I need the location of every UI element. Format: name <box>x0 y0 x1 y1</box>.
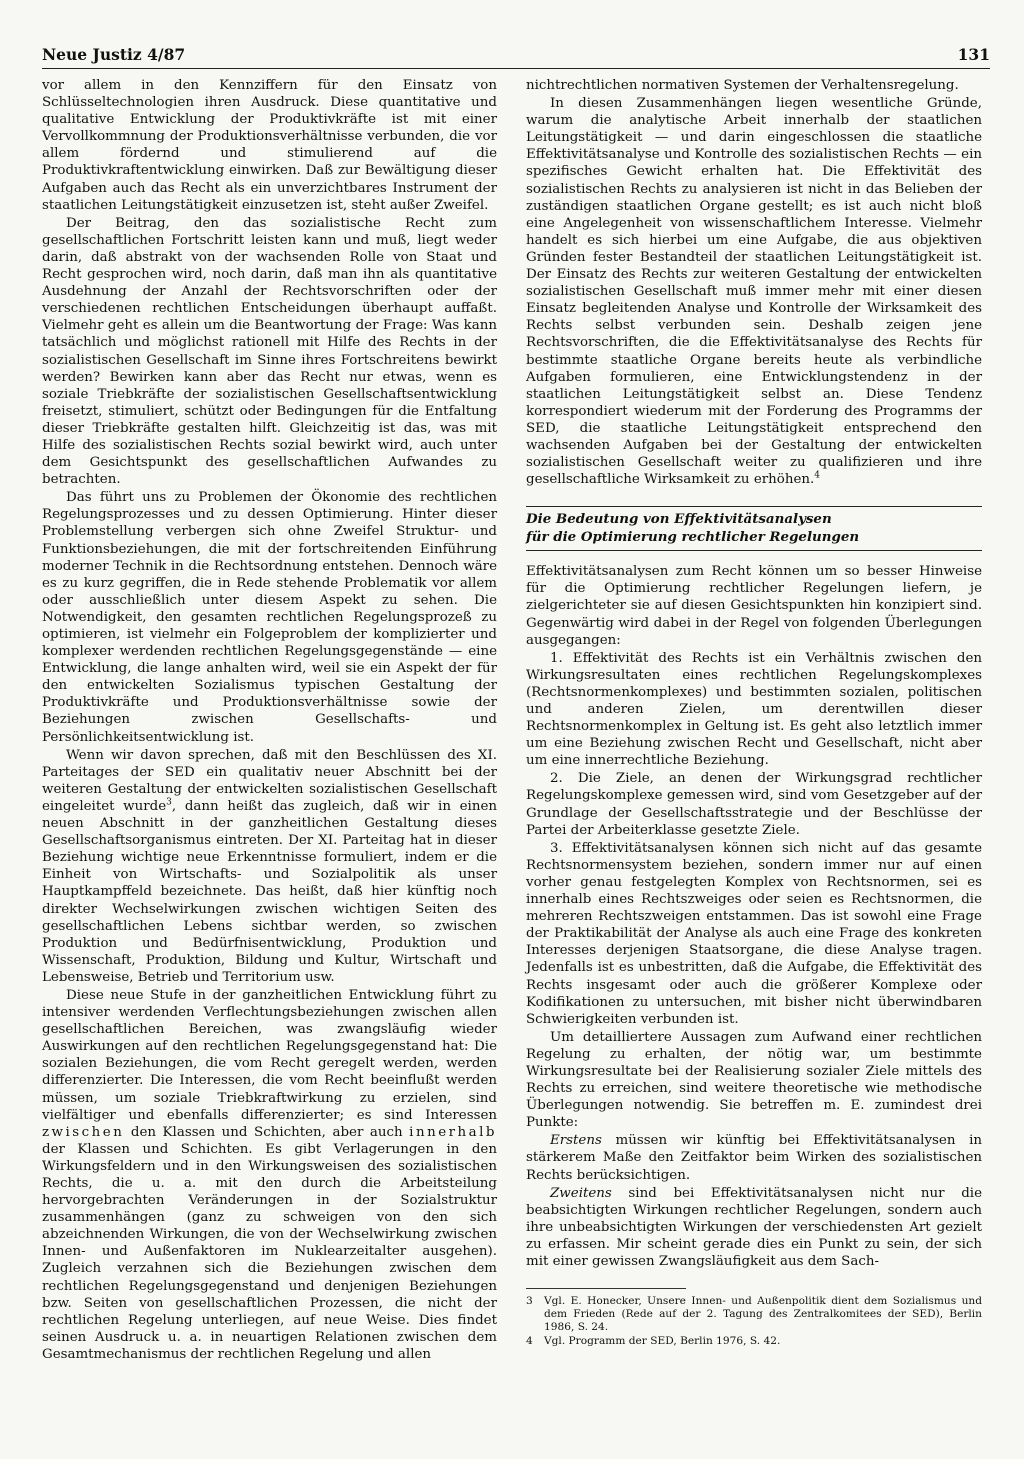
list-item: 3. Effektivitätsanalysen können sich nicht auf das gesamte Rechtsnormensystem beziehen, sondern immer nur auf einen vorher genau festgelegten Komplex von Rechtsnormen, sei es innerhalb eines Rechtszweiges oder seien es Rechtsnormen, die mehreren Rechtszweigen entstammen. Das ist sowohl eine Frage der Praktikabilität der Analyse als auch eine Frage des konkreten Interesses derjenigen Staatsorgane, die diese Analyse tragen. Jedenfalls ist es unbestritten, daß die Aufgabe, die Effektivität des Rechts insgesamt oder auch die größerer Komplexe oder Kodifikationen zu untersuchen, mit bisher nicht überwindbaren Schwierigkeiten verbunden ist. <box>526 840 982 1027</box>
text-run: Diese neue Stufe in der ganzheitlichen Entwicklung führt zu intensiver werdenden Verflechtungsbeziehungen zwischen allen gesellschaftlichen Bereichen, was zwangsläufig wieder Auswirkungen auf den rechtlichen Regelungsgegenstand hat: Die sozialen Beziehungen, die vom Recht geregelt werden, werden differenzierter. Die Interessen, die vom Recht beeinflußt werden müssen, um soziale Triebkraftwirkung zu erzielen, sind vielfältiger und ebenfalls differenzierter; es sind Interessen <box>42 987 497 1123</box>
footnote-number: 4 <box>526 1335 533 1348</box>
footnotes-list <box>526 1295 982 1348</box>
footnote <box>526 1335 982 1348</box>
running-head <box>42 46 990 64</box>
journal-issue: Neue Justiz 4/87 <box>42 45 186 64</box>
spaced-emphasis: zwischen <box>42 1124 125 1140</box>
page-number: 131 <box>957 45 990 64</box>
emphasis: Zweitens <box>550 1185 612 1201</box>
text-run: der Klassen und Schichten. Es gibt Verlagerungen in den Wirkungsfeldern und in den Wirkungsweisen des sozialistischen Rechts, die u. a. mit den durch die Arbeitsteilung hervorgebrachten Veränderungen in der Sozialstruktur zusammenhängen (ganz zu schweigen von den sich abzeichnenden Wirkungen, die von der Wechselwirkung zwischen Innen- und Außenfaktoren im Nuklearzeitalter ausgehen). Zugleich verzahnen sich die Beziehungen zwischen dem rechtlichen Regelungsgegenstand und denjenigen Beziehungen bzw. Seiten von gesellschaftlichen Prozessen, die nicht der rechtlichen Regelung unterliegen, auf neue Weise. Dies findet seinen Ausdruck u. a. in neuartigen Relationen zwischen dem Gesamtmechanismus der rechtlichen Regelung und allen <box>42 1141 497 1362</box>
paragraph <box>42 747 497 986</box>
right-column <box>526 77 982 1349</box>
text-run: müssen wir künftig bei Effektivitätsanalysen in stärkerem Maße den Zeitfaktor beim Wirken des sozialistischen Rechts berücksichtigen. <box>526 1133 982 1183</box>
paragraph: Um detailliertere Aussagen zum Aufwand einer rechtlichen Regelung zu erhalten, der nötig war, um bestimmte Wirkungsresultate bei der Realisierung sozialer Ziele mittels des Rechts zu erreichen, sind weitere theoretische wie methodische Überlegungen notwendig. Sie betreffen m. E. zumindest drei Punkte: <box>526 1029 982 1131</box>
paragraph: Effektivitätsanalysen zum Recht können um so besser Hinweise für die Optimierung rechtlicher Regelungen liefern, je zielgerichteter sie auf diesen Gesichtspunkten hin konzipiert sind. Gegenwärtig wird dabei in der Regel von folgenden Überlegungen ausgegangen: <box>526 564 982 648</box>
paragraph: Das führt uns zu Problemen der Ökonomie des rechtlichen Regelungsprozesses und zu dessen Optimierung. Hinter dieser Problemstellung verbergen sich ohne Zweifel Struktur- und Funktionsbeziehungen, die mit der fortschreitenden Einführung moderner Technik in die Rechtsordnung entstehen. Dennoch wäre es zu kurz gegriffen, die in Rede stehende Problematik vor allem oder ausschließlich unter diesem Aspekt zu sehen. Die Notwendigkeit, den gesamten rechtlichen Regelungsprozeß zu optimieren, ist vielmehr ein Folgeproblem der komplizierter und komplexer werdenden rechtlichen Regelungsgegenstände — eine Entwicklung, die lange anhalten wird, weil sie ein Aspekt der für den entwickelten Sozialismus typischen Gestaltung der Produktivkräfte und Produktionsverhältnisse sowie der Beziehungen zwischen Gesellschafts- und Persönlichkeitsentwicklung ist. <box>42 490 497 745</box>
footnotes-section <box>526 1288 982 1348</box>
text-run: sind bei Effektivitätsanalysen nicht nur die beabsichtigten Wirkungen rechtlicher Regelungen, sondern auch ihre unbeabsichtigten Wirkungen der verschiedensten Art gezielt zu erfassen. Mir scheint gerade dies ein Punkt zu sein, der sich mit einer gewissen Zwangsläufigkeit aus dem Sach- <box>526 1185 982 1269</box>
paragraph: Der Beitrag, den das sozialistische Recht zum gesellschaftlichen Fortschritt leisten kann und muß, liegt weder darin, daß abstrakt von der wachsenden Rolle von Staat und Recht gesprochen wird, noch darin, daß man ihn als quantitative Ausdehnung der Anzahl der Rechtsvorschriften oder der verschiedenen rechtlichen Entscheidungen überhaupt auffaßt. Vielmehr geht es allein um die Beantwortung der Frage: Was kann tatsächlich und möglichst rationell mit Hilfe des Rechts in der sozialistischen Gesellschaft im Sinne ihres Fortschreitens bewirkt werden? Bewirken kann aber das Recht nur etwas, wenn es soziale Triebkräfte der sozialistischen Gesellschaftsentwicklung freisetzt, stimuliert, schützt oder Bedingungen für die Entfaltung dieser Triebkräfte gestalten hilft. Gleichzeitig ist das, was mit Hilfe des sozialistischen Rechts sozial bewirkt wird, auch unter dem Gesichtspunkt des gesellschaftlichen Aufwandes zu betrachten. <box>42 215 497 488</box>
text-run: den Klassen und Schichten, aber auch <box>124 1124 410 1140</box>
footnote-number: 3 <box>526 1295 533 1308</box>
paragraph: vor allem in den Kennziffern für den Einsatz von Schlüsseltechnologien ihren Ausdruck. Diese quantitative und qualitative Entwicklung der Produktivkräfte ist mit einer Vervollkommnung der Produktionsverhältnisse verbunden, die vor allem fördernd und stimulierend auf die Produktivkraftentwicklung einwirken. Daß zur Bewältigung dieser Aufgaben auch das Recht als ein unverzichtbares Instrument der staatlichen Leitungstätigkeit einzusetzen ist, steht außer Zweifel. <box>42 78 497 213</box>
footnote <box>526 1295 982 1334</box>
section-heading <box>526 506 982 551</box>
text-run: In diesen Zusammenhängen liegen wesentliche Gründe, warum die analytische Arbeit innerhalb der staatlichen Leitungstätigkeit — und darin eingeschlossen die staatliche Effektivitätsanalyse und Kontrolle des sozialistischen Rechts — ein spezifisches Gewicht erhalten hat. Die Effektivität des sozialistischen Rechts zu analysieren ist nicht in das Belieben der zuständigen staatlichen Organe gestellt; es ist auch nicht bloß eine Angelegenheit von wissenschaftlichem Interesse. Vielmehr handelt es sich hierbei um eine Aufgabe, die aus objektiven Gründen fester Bestandteil der staatlichen Leitungstätigkeit ist. Der Einsatz des Rechts zur weiteren Gestaltung der entwickelten sozialistischen Gesellschaft muß immer mehr mit einer diesen Einsatz begleitenden Analyse und Kontrolle der Wirksamkeit des Rechts selbst verbunden sein. Deshalb zeigen jene Rechtsvorschriften, die die Effektivitätsanalyse des Rechts für bestimmte staatliche Organe bereits heute als verbindliche Aufgaben formulieren, eine Entwicklungstendenz in der staatlichen Leitungstätigkeit selbst an. Diese Tendenz korrespondiert wiederum mit der Forderung des Programms der SED, die staatliche Leitungstätigkeit entsprechend den wachsenden Aufgaben bei der Gestaltung der entwickelten sozialistischen Gesellschaft weiter zu qualifizieren und ihre gesellschaftliche Wirksamkeit zu erhöhen. <box>526 96 982 488</box>
paragraph: nichtrechtlichen normativen Systemen der Verhaltensregelung. <box>526 78 959 93</box>
spaced-emphasis: innerhalb <box>409 1124 497 1140</box>
text-run: , dann heißt das zugleich, daß wir in einen neuen Abschnitt in der ganzheitlichen Gestaltung dieses Gesellschaftsorganismus eintreten. Der XI. Parteitag hat in dieser Beziehung wichtige neue Erkenntnisse formuliert, indem er die Einheit von Wirtschafts- und Sozialpolitik als unser Hauptkampffeld bezeichnete. Das heißt, daß hier künftig noch direkter Wechselwirkungen zwischen wichtigen Seiten des gesellschaftlichen Lebens sichtbar werden, so zwischen Produktion und Bedürfnisentwicklung, Produktion und Wissenschaft, Produktion, Bildung und Kultur, Wirtschaft und Lebensweise, Betrieb und Territorium usw. <box>42 798 498 985</box>
list-item: 1. Effektivität des Rechts ist ein Verhältnis zwischen den Wirkungsresultaten eines rechtlichen Regelungskomplexes (Rechtsnormenkomplexes) und bestimmten sozialen, politischen und anderen Zielen, um derentwillen dieser Rechtsnormenkomplex in Geltung ist. Es geht also letztlich immer um eine Beziehung zwischen Recht und Gesellschaft, nicht aber um eine innerrechtliche Beziehung. <box>526 650 982 769</box>
footnote-text: Vgl. Programm der SED, Berlin 1976, S. 42. <box>544 1335 781 1348</box>
paragraph <box>526 95 982 488</box>
paragraph <box>526 1132 982 1183</box>
paragraph <box>42 987 497 1363</box>
footnote-ref: 3 <box>166 797 172 808</box>
list-item: 2. Die Ziele, an denen der Wirkungsgrad rechtlicher Regelungskomplexe gemessen wird, sind vom Gesetzgeber auf der Grundlage der Gesellschaftsstrategie und der Beschlüsse der Partei der Arbeiterklasse gesetzte Ziele. <box>526 771 982 838</box>
footnote-text: Vgl. E. Honecker, Unsere Innen- und Außenpolitik dient dem Sozialismus und dem Frieden (Rede auf der 2. Tagung des Zentralkomitees der SED), Berlin 1986, S. 24. <box>544 1295 982 1334</box>
text-run: Wenn wir davon sprechen, daß mit den Beschlüssen des XI. Parteitages der SED ein qualitativ neuer Abschnitt bei der weiteren Gestaltung der entwickelten sozialistischen Gesellschaft eingeleitet wurde <box>42 747 497 814</box>
left-column <box>42 77 497 1364</box>
heading-line: Die Bedeutung von Effektivitätsanalysen <box>526 511 832 528</box>
heading-line: für die Optimierung rechtlicher Regelungen <box>526 528 860 545</box>
header-rule <box>42 68 990 69</box>
emphasis: Erstens <box>550 1133 602 1149</box>
paragraph <box>526 1185 982 1270</box>
footnote-ref: 4 <box>814 470 820 481</box>
